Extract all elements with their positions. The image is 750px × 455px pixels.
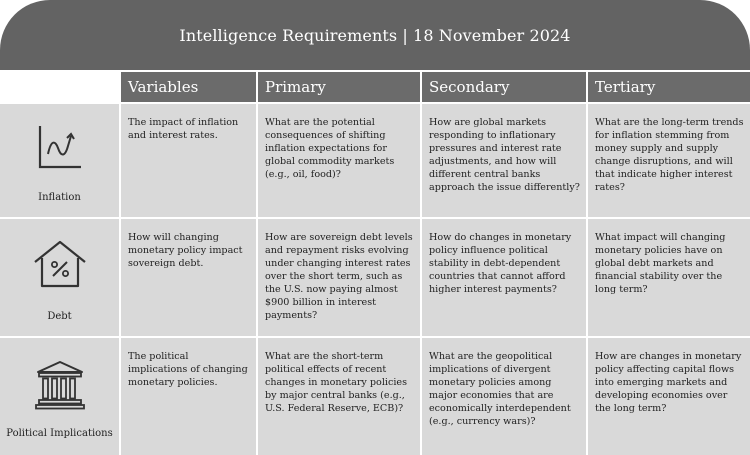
cell-political-secondary: What are the geopolitical implications of divergent monetary policies among major economies that are economically interdependent (e.g., currency wars)? (422, 338, 586, 455)
column-header-tertiary: Tertiary (588, 72, 750, 102)
cell-debt-variables: How will changing monetary policy impact sovereign debt. (121, 219, 256, 336)
line-chart-icon (37, 124, 83, 170)
cell-inflation-tertiary: What are the long-term trends for inflation stemming from money supply and supply change disruptions, and will that indicate higher interest rates? (588, 104, 750, 217)
row-label-text: Political Implications (6, 428, 113, 439)
cell-political-tertiary: How are changes in monetary policy affecting capital flows into emerging markets and developing economies over the long term? (588, 338, 750, 455)
cell-political-variables: The political implications of changing monetary policies. (121, 338, 256, 455)
cell-inflation-secondary: How are global markets responding to inflationary pressures and interest rate adjustments, and how will different central banks approach the issue differently? (422, 104, 586, 217)
row-label-text: Inflation (38, 192, 81, 203)
cell-debt-primary: How are sovereign debt levels and repayment risks evolving under changing interest rates over the short term, such as the U.S. now paying almost $900 billion in interest payments? (258, 219, 420, 336)
column-header-secondary: Secondary (422, 72, 586, 102)
cell-political-primary: What are the short-term political effects of recent changes in monetary policies by major central banks (e.g., U.S. Federal Reserve, ECB)? (258, 338, 420, 455)
row-label-debt (0, 219, 119, 336)
column-header-primary: Primary (258, 72, 420, 102)
cell-debt-secondary: How do changes in monetary policy influence political stability in debt-dependent countries that cannot afford higher interest payments? (422, 219, 586, 336)
row-label-political-implications (0, 338, 119, 455)
header-banner (0, 0, 750, 70)
cell-inflation-primary: What are the potential consequences of shifting inflation expectations for global commodity markets (e.g., oil, food)? (258, 104, 420, 217)
house-percent-icon (32, 239, 88, 289)
cell-debt-tertiary: What impact will changing monetary policies have on global debt markets and financial stability over the long term? (588, 219, 750, 336)
page-title: Intelligence Requirements | 18 November 2024 (179, 25, 571, 45)
cell-inflation-variables: The impact of inflation and interest rates. (121, 104, 256, 217)
government-building-icon (35, 360, 85, 410)
row-label-text: Debt (47, 311, 72, 322)
column-header-variables: Variables (121, 72, 256, 102)
row-label-inflation (0, 104, 119, 217)
